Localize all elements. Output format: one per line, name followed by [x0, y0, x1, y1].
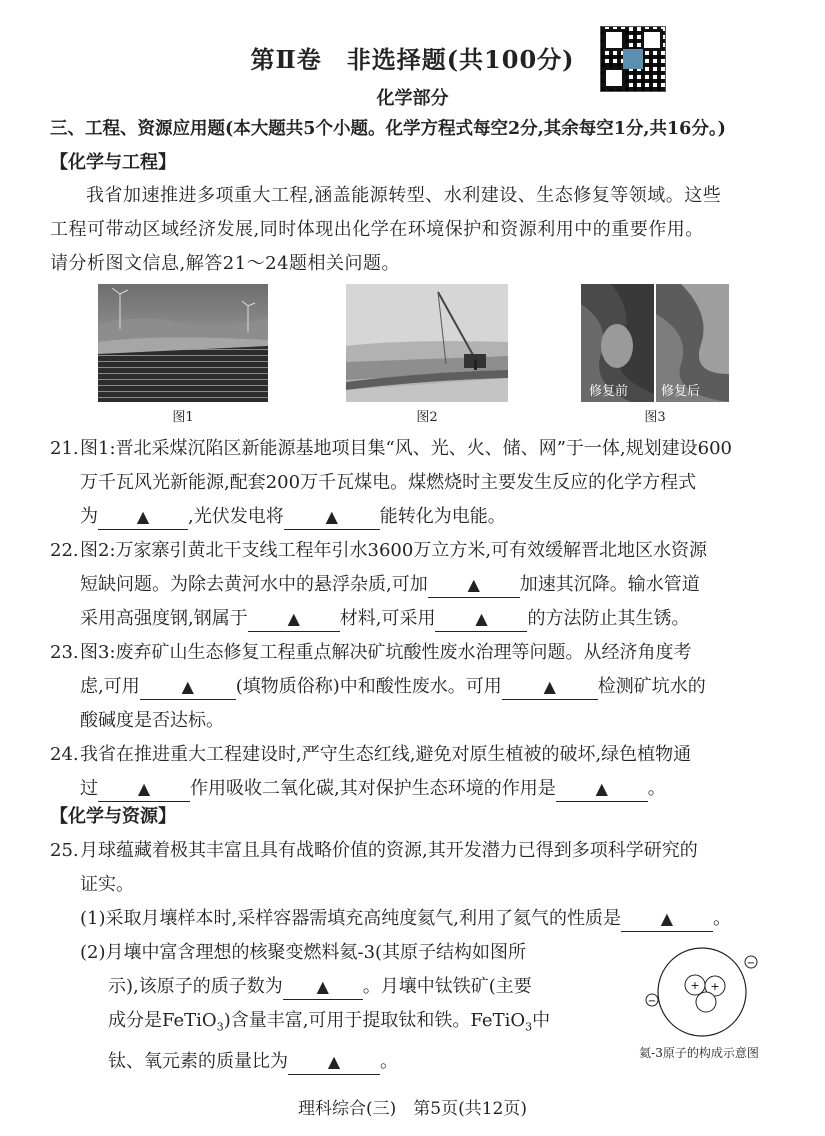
q25-text: )含量丰富,可用于提取钛和铁。FeTiO	[223, 1010, 526, 1031]
q25-part-1	[80, 902, 780, 936]
section-heading: 三、工程、资源应用题(本大题共5个小题。化学方程式每空2分,其余每空1分,共16分。)	[50, 119, 726, 139]
question-number: 23.	[50, 642, 79, 663]
proton-plus-sign: +	[690, 979, 700, 992]
section-subtitle: 化学部分	[376, 88, 449, 109]
answer-blank[interactable]: ▲	[435, 607, 527, 632]
group-title-resources: 【化学与资源】	[50, 806, 176, 827]
figure-3-caption: 图3	[644, 410, 666, 425]
proton-plus-sign: +	[710, 980, 720, 993]
q22-text: 短缺问题。为除去黄河水中的悬浮杂质,可加	[80, 574, 428, 595]
figure-2-caption: 图2	[416, 410, 438, 425]
q25-text: (1)采取月壤样本时,采样容器需填充高纯度氦气,利用了氦气的性质是	[80, 908, 621, 929]
q25-text: 成分是FeTiO	[108, 1010, 217, 1031]
q25-part-2	[80, 936, 640, 1079]
figure-2-pipeline-image	[346, 284, 508, 402]
page-title: 第Ⅱ卷 非选择题(共100分)	[250, 45, 575, 74]
q25-text: 。	[712, 908, 731, 929]
answer-blank[interactable]: ▲	[140, 675, 236, 700]
q22-text: 采用高强度钢,钢属于	[80, 608, 248, 629]
answer-blank[interactable]: ▲	[284, 505, 380, 530]
figure-3-mine-restoration-image	[581, 284, 729, 402]
figure-1-solar-farm-image	[98, 284, 268, 402]
question-21	[50, 432, 780, 534]
q21-text: 为	[80, 506, 98, 527]
answer-blank[interactable]: ▲	[98, 505, 188, 530]
figure-3-after-label: 修复后	[661, 384, 701, 399]
question-23	[50, 636, 780, 738]
answer-blank[interactable]: ▲	[283, 975, 363, 1000]
answer-blank[interactable]: ▲	[556, 777, 648, 802]
answer-blank[interactable]: ▲	[248, 607, 340, 632]
question-number: 21.	[50, 438, 79, 459]
group-title-engineering: 【化学与工程】	[50, 152, 176, 173]
q21-line-1: 图1:晋北采煤沉陷区新能源基地项目集“风、光、火、储、网”于一体,规划建设600	[80, 438, 732, 459]
answer-blank[interactable]: ▲	[428, 573, 520, 598]
q24-text: 作用吸收二氧化碳,其对保护生态环境的作用是	[190, 778, 556, 799]
page-footer: 理科综合(三) 第5页(共12页)	[298, 1099, 527, 1119]
q23-line-1: 图3:废弃矿山生态修复工程重点解决矿坑酸性废水治理等问题。从经济角度考	[80, 642, 692, 663]
answer-blank[interactable]: ▲	[98, 777, 190, 802]
atom-diagram-caption: 氦-3原子的构成示意图	[639, 1046, 759, 1060]
electron-minus-sign: −	[746, 958, 756, 969]
q22-line-1: 图2:万家寨引黄北干支线工程年引水3600万立方米,可有效缓解晋北地区水资源	[80, 540, 708, 561]
q23-line-3: 酸碱度是否达标。	[80, 710, 224, 731]
q25-text: 中	[532, 1010, 551, 1031]
question-22	[50, 534, 780, 636]
q23-text: (填物质俗称)中和酸性废水。可用	[235, 676, 502, 697]
question-24	[50, 738, 780, 806]
q25-text: 。月壤中钛铁矿(主要	[362, 976, 532, 997]
q23-text: 检测矿坑水的	[597, 676, 706, 697]
intro-line-3: 请分析图文信息,解答21～24题相关问题。	[50, 253, 401, 274]
figure-1-caption: 图1	[172, 410, 194, 425]
q25-text: 示),该原子的质子数为	[108, 976, 283, 997]
q21-text: ,光伏发电将	[188, 506, 284, 527]
answer-blank[interactable]: ▲	[288, 1050, 380, 1075]
q22-text: 加速其沉降。输水管道	[519, 574, 700, 595]
q22-text: 的方法防止其生锈。	[527, 608, 690, 629]
q25-line-1: 月球蕴藏着极其丰富且具有战略价值的资源,其开发潜力已得到多项科学研究的	[80, 840, 698, 861]
electron-minus-sign: −	[647, 996, 657, 1007]
q24-text: 。	[647, 778, 666, 799]
question-number: 22.	[50, 540, 79, 561]
question-number: 25.	[50, 840, 79, 861]
question-number: 24.	[50, 744, 79, 765]
q24-text: 过	[80, 778, 98, 799]
q22-text: 材料,可采用	[339, 608, 436, 629]
qr-code-icon	[600, 26, 666, 92]
question-25	[50, 834, 780, 902]
q25-text: 。	[380, 1050, 398, 1072]
subscript: 3	[525, 1020, 533, 1034]
q21-line-2: 万千瓦风光新能源,配套200万千瓦煤电。煤燃烧时主要发生反应的化学方程式	[80, 472, 697, 493]
intro-line-2: 工程可带动区域经济发展,同时体现出化学在环境保护和资源利用中的重要作用。	[50, 219, 704, 240]
subscript: 3	[216, 1020, 224, 1034]
intro-line-1: 我省加速推进多项重大工程,涵盖能源转型、水利建设、生态修复等领域。这些	[86, 185, 722, 206]
q24-line-1: 我省在推进重大工程建设时,严守生态红线,避免对原生植被的破坏,绿色植物通	[80, 744, 692, 765]
q25-text: 钛、氧元素的质量比为	[108, 1050, 288, 1072]
q21-text: 能转化为电能。	[379, 506, 506, 527]
q25-line-2: 证实。	[80, 874, 134, 895]
answer-blank[interactable]: ▲	[502, 675, 598, 700]
q23-text: 虑,可用	[80, 676, 140, 697]
q25-part-2-line-1: (2)月壤中富含理想的核聚变燃料氦-3(其原子结构如图所	[80, 942, 527, 963]
helium-3-atom-diagram	[640, 942, 764, 1042]
figure-3-before-label: 修复前	[589, 384, 629, 399]
answer-blank[interactable]: ▲	[621, 907, 713, 932]
